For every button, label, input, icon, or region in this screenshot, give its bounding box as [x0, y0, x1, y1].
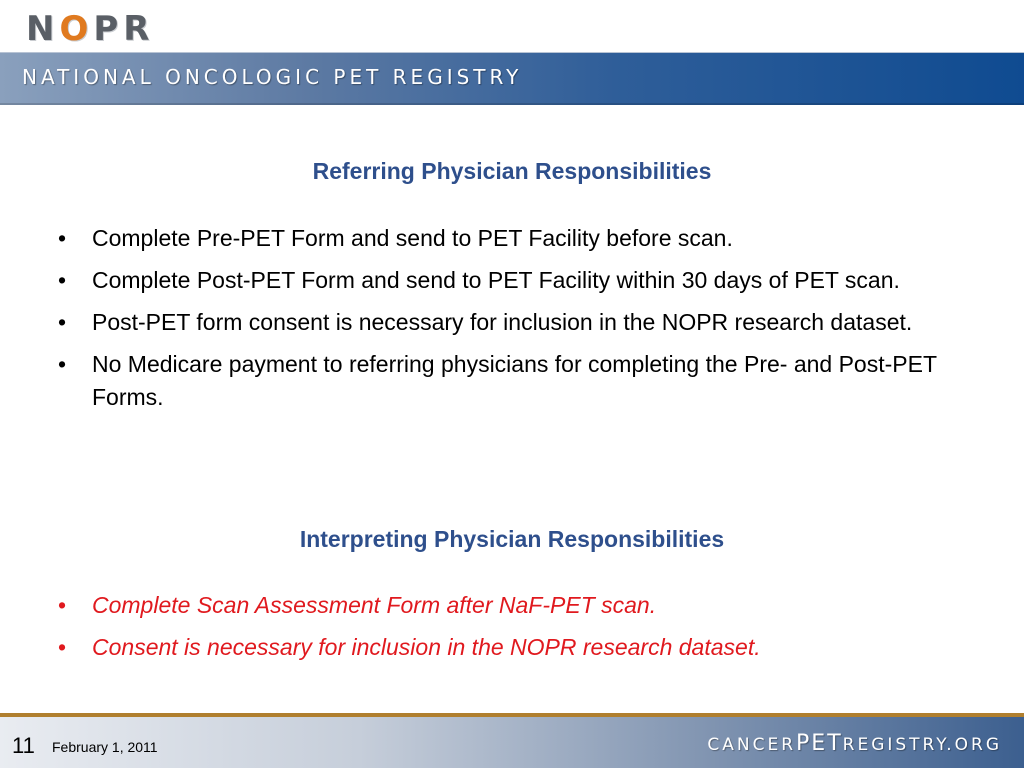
- site-prefix: CANCER: [707, 735, 797, 755]
- list-item: [58, 306, 968, 339]
- site-highlight: PET: [796, 731, 843, 756]
- list-item-text: Complete Scan Assessment Form after NaF-PET scan.: [92, 592, 657, 618]
- bullet-icon: •: [58, 634, 67, 660]
- logo-letter-n: N: [26, 9, 60, 49]
- interpreting-physician-heading: Interpreting Physician Responsibilities: [299, 526, 725, 552]
- slide-date: February 1, 2011: [52, 739, 158, 755]
- logo-letter-o: O: [59, 9, 94, 49]
- list-item: [58, 222, 968, 255]
- bullet-icon: •: [58, 225, 67, 251]
- referring-responsibilities-list: [58, 222, 968, 423]
- list-item-text: No Medicare payment to referring physicians for completing the Pre- and Post-PET Forms.: [92, 351, 937, 410]
- bullet-icon: •: [58, 592, 67, 618]
- slide-number: 11: [12, 733, 35, 758]
- list-item-text: Consent is necessary for inclusion in the NOPR research dataset.: [92, 634, 761, 660]
- interpreting-responsibilities-list: [58, 589, 968, 673]
- cancer-pet-registry-logo: [707, 731, 1002, 756]
- nopr-logo: [26, 9, 155, 49]
- list-item-text: Complete Post-PET Form and send to PET Facility within 30 days of PET scan.: [92, 267, 900, 293]
- site-suffix: REGISTRY.ORG: [842, 735, 1002, 755]
- header-banner: [0, 52, 1024, 105]
- logo-letter-p: P: [93, 9, 124, 49]
- list-item: [58, 631, 968, 664]
- list-item: [58, 589, 968, 622]
- list-item: [58, 264, 968, 297]
- bullet-icon: •: [58, 267, 67, 293]
- list-item-text: Complete Pre-PET Form and send to PET Facility before scan.: [92, 225, 733, 251]
- registry-title: NATIONAL ONCOLOGIC PET REGISTRY: [22, 65, 523, 89]
- referring-physician-heading: Referring Physician Responsibilities: [312, 158, 712, 184]
- logo-letter-r: R: [123, 9, 155, 49]
- bullet-icon: •: [58, 351, 67, 377]
- bullet-icon: •: [58, 309, 67, 335]
- footer-bar: [0, 717, 1024, 768]
- list-item: [58, 348, 968, 414]
- list-item-text: Post-PET form consent is necessary for inclusion in the NOPR research dataset.: [92, 309, 913, 335]
